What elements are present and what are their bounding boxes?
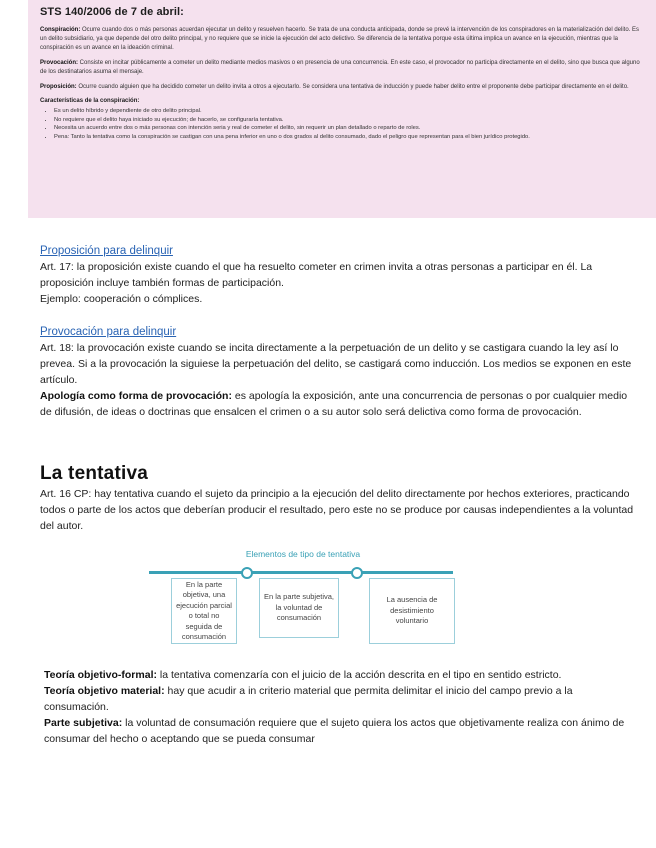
proposicion-art17: Art. 17: la proposición existe cuando el que ha resuelto cometer en crimen invita a otras personas a participar en él. La proposición incluye también formas de participación.	[40, 261, 593, 289]
diagram-title: Elementos de tipo de tentativa	[245, 549, 361, 559]
provocacion-paragraph	[40, 59, 644, 77]
tentativa-heading: La tentativa	[40, 463, 148, 484]
conspiracion-term: Conspiración:	[40, 27, 81, 33]
characteristics-list	[40, 107, 644, 141]
sts-summary-box	[28, 0, 656, 218]
diagram-node-dot	[351, 567, 363, 579]
teoria-term: Teoría objetivo material:	[44, 685, 165, 697]
provocacion-term: Provocación:	[40, 60, 79, 66]
characteristics-title: Características de la conspiración:	[40, 98, 140, 104]
teoria-text: la tentativa comenzaría con el juicio de la acción descrita en el tipo en sentido estricto.	[156, 669, 562, 681]
list-item: • Necesita un acuerdo entre dos o más personas con intención seria y real de cometer el delito, sin requerir un plan detallado o reparto de roles.	[54, 124, 644, 133]
teoria-text: la voluntad de consumación requiere que el sujeto quiera los actos que objetivamente realiza con ánimo de consumar del hecho o aceptando que se pueda consumar	[44, 717, 625, 745]
diagram-connector-line	[149, 571, 453, 574]
apologia-paragraph	[40, 388, 640, 420]
provocacion-text: Consiste en incitar públicamente a cometer un delito mediante medios masivos o en presencia de una concurrencia. En este caso, el provocador no participa directamente en el delito, sino que busca que alguno de los destinatarios asuma el mensaje.	[40, 60, 640, 75]
diagram-node-dot	[241, 567, 253, 579]
apologia-text: es apología la exposición, ante una concurrencia de personas o por cualquier medio de difusión, de ideas o doctrinas que ensalcen el crimen o a su autor solo será delictiva como forma de provocación.	[40, 390, 628, 418]
proposicion-example: Ejemplo: cooperación o cómplices.	[40, 293, 203, 305]
proposicion-section	[40, 244, 640, 307]
teoria-text: hay que acudir a in criterio material que permita delimitar el inicio del campo previo a la consumación.	[44, 685, 573, 713]
provocacion-art18: Art. 18: la provocación existe cuando se incita directamente a la perpetuación de un delito y se castigara cuando la ley así lo prevea. Si a la provocación la siguiese la perpetuación del delito, se castigará como inducción. Los medios se exponen en este artículo.	[40, 342, 632, 386]
teorias-section	[44, 667, 640, 747]
proposicion-paragraph	[40, 83, 644, 92]
tentativa-elements-diagram	[147, 548, 459, 648]
list-item: • Es un delito híbrido y dependiente de otro delito principal.	[54, 107, 644, 116]
diagram-box-desistimiento: La ausencia de desistimiento voluntario	[369, 578, 455, 644]
conspiracion-paragraph	[40, 26, 644, 53]
apologia-term: Apología como forma de provocación:	[40, 390, 232, 402]
proposicion-link-title[interactable]: Proposición para delinquir	[40, 245, 173, 257]
teoria-term: Teoría objetivo-formal:	[44, 669, 157, 681]
list-item: • Pena: Tanto la tentativa como la conspiración se castigan con una pena inferior en uno o dos grados al delito consumado, dado el peligro que representan para el bien jurídico protegido.	[54, 133, 644, 142]
list-item: • No requiere que el delito haya iniciado su ejecución; de hacerlo, se configuraría tentativa.	[54, 116, 644, 125]
diagram-box-objetiva: En la parte objetiva, una ejecución parcial o total no seguida de consumación	[171, 578, 237, 644]
teoria-objetivo-material	[44, 683, 640, 715]
provocacion-link-title[interactable]: Provocación para delinquir	[40, 326, 177, 338]
parte-subjetiva	[44, 715, 640, 747]
diagram-box-subjetiva: En la parte subjetiva, la voluntad de consumación	[259, 578, 339, 638]
tentativa-section	[40, 462, 640, 534]
teoria-term: Parte subjetiva:	[44, 717, 123, 729]
teoria-objetivo-formal	[44, 667, 640, 683]
tentativa-art16: Art. 16 CP: hay tentativa cuando el sujeto da principio a la ejecución del delito directamente por hechos exteriores, practicando todos o parte de los actos que deberían producir el resultado, pero este no se produce por causas independientes a la voluntad del autor.	[40, 488, 634, 532]
proposicion-text: Ocurre cuando alguien que ha decidido cometer un delito invita a otros a ejecutarlo. Se considera una tentativa de inducción y puede haber delito entre el proponente debe participar directamente en el delito.	[76, 84, 629, 90]
conspiracion-text: Ocurre cuando dos o más personas acuerdan ejecutar un delito y resuelven hacerlo. Se trata de una conducta anticipada, donde se prevé la intervención de los conspiradores en la materialización del delito. Es un delito subsidiario, ya que depende del otro delito principal, y no requiere que se inicie la ejecución del acto delictivo. Se diferencia de la tentativa porque esta última implica un avance en la ejecución, mientras que la conspiración es un avance en la ideación criminal.	[40, 27, 640, 51]
sts-title: STS 140/2006 de 7 de abril:	[40, 6, 184, 18]
provocacion-section	[40, 325, 640, 420]
proposicion-term: Proposición:	[40, 84, 77, 90]
